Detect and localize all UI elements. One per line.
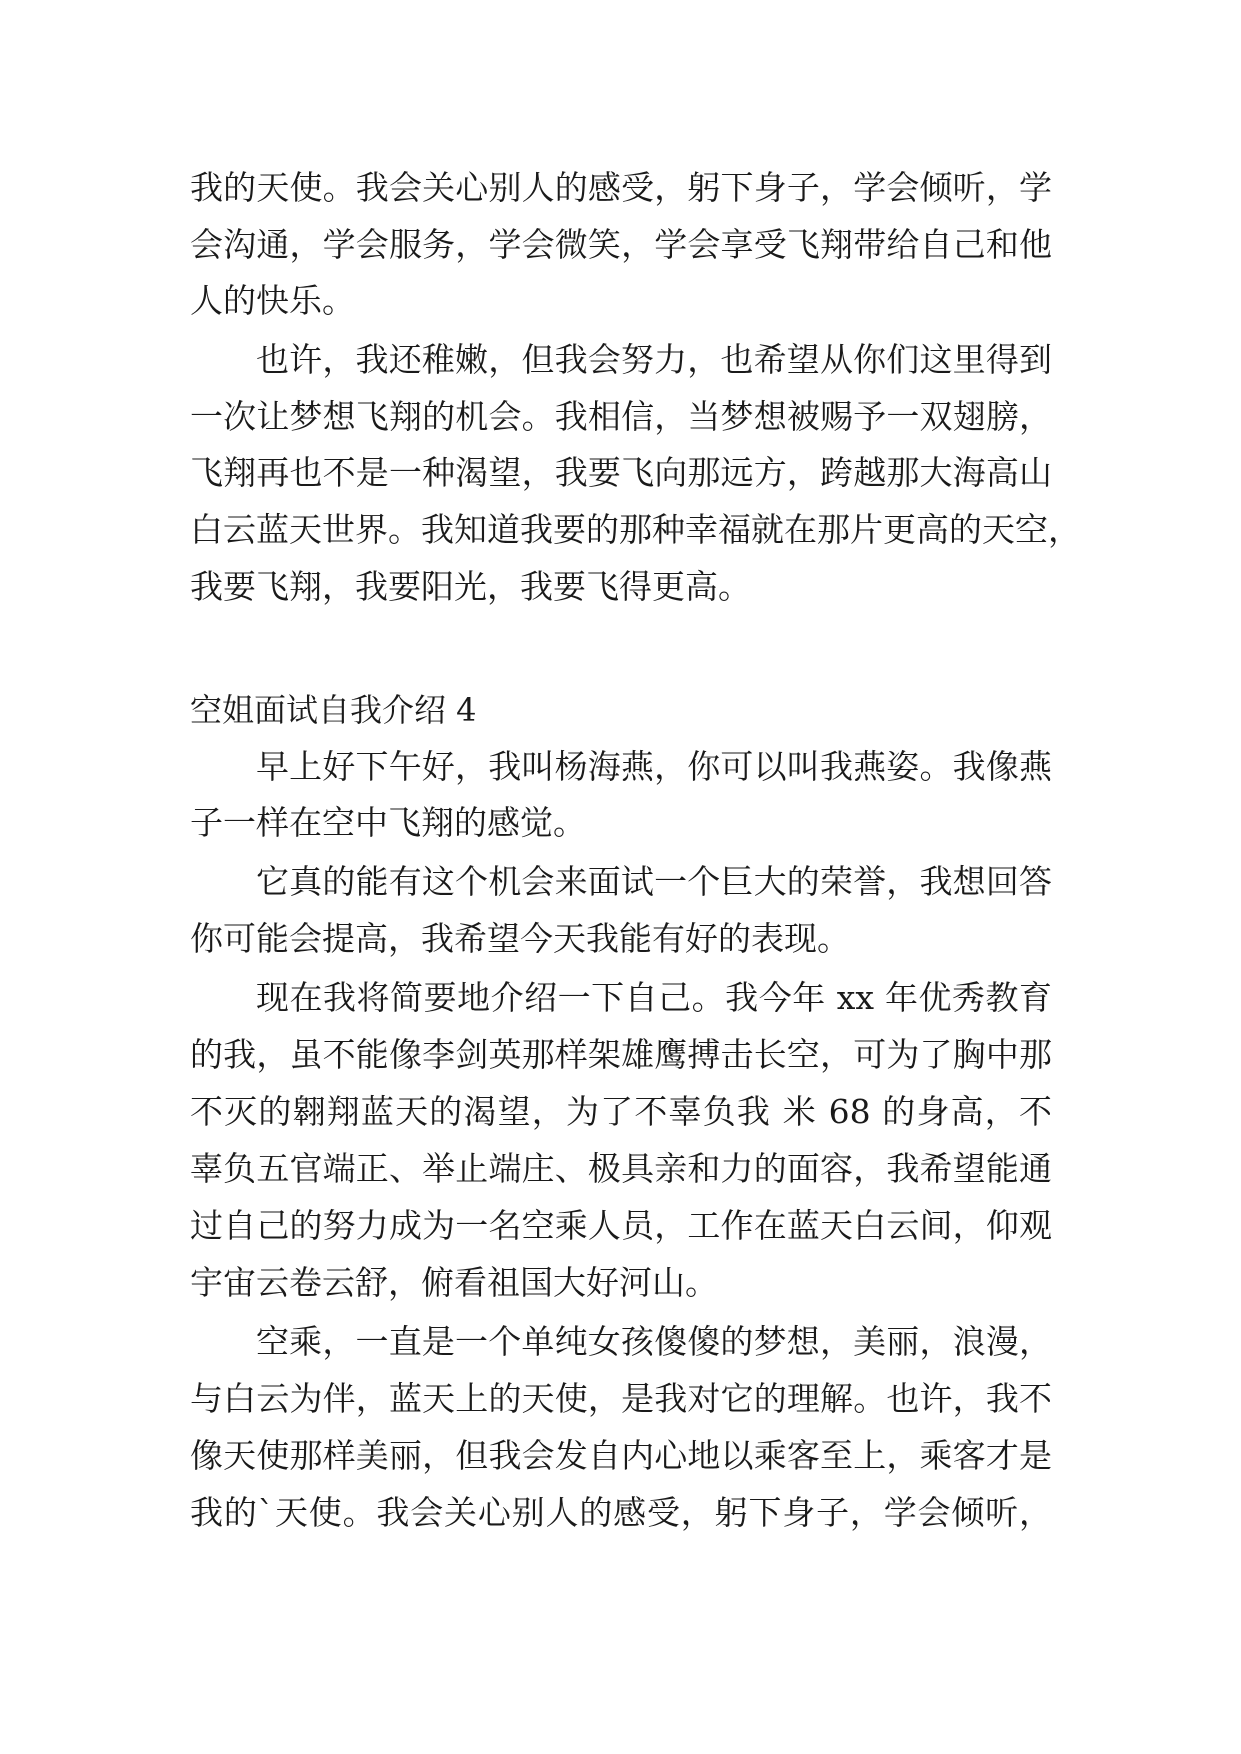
paragraph-line: 我的天使。我会关心别人的感受，躬下身子，学会倾听，学 <box>190 168 1052 207</box>
paragraph-line: 现在我将简要地介绍一下自己。我今年 xx 年优秀教育 <box>256 978 1052 1017</box>
paragraph-line: 的我，虽不能像李剑英那样架雄鹰搏击长空，可为了胸中那 <box>190 1035 1052 1074</box>
paragraph-line: 辜负五官端正、举止端庄、极具亲和力的面容，我希望能通 <box>190 1149 1052 1188</box>
paragraph-line: 早上好下午好，我叫杨海燕，你可以叫我燕姿。我像燕 <box>256 747 1052 786</box>
paragraph-line: 飞翔再也不是一种渴望，我要飞向那远方，跨越那大海高山 <box>190 453 1052 492</box>
paragraph-line: 过自己的努力成为一名空乘人员，工作在蓝天白云间，仰观 <box>190 1206 1052 1245</box>
paragraph-line: 你可能会提高，我希望今天我能有好的表现。 <box>190 919 850 958</box>
paragraph-line: 子一样在空中飞翔的感觉。 <box>190 803 586 842</box>
paragraph-line: 会沟通，学会服务，学会微笑，学会享受飞翔带给自己和他 <box>190 225 1052 264</box>
paragraph-line: 像天使那样美丽，但我会发自内心地以乘客至上，乘客才是 <box>190 1436 1052 1475</box>
paragraph-line: 白云蓝天世界。我知道我要的那种幸福就在那片更高的天空， <box>190 510 1081 549</box>
paragraph-line: 人的快乐。 <box>190 281 355 320</box>
paragraph-line: 宇宙云卷云舒，俯看祖国大好河山。 <box>190 1263 718 1302</box>
paragraph-line: 也许，我还稚嫩，但我会努力，也希望从你们这里得到 <box>256 340 1052 379</box>
paragraph-line: 一次让梦想飞翔的机会。我相信，当梦想被赐予一双翅膀， <box>190 397 1052 436</box>
paragraph-line: 不灭的翱翔蓝天的渴望，为了不辜负我 米 68 的身高，不 <box>190 1092 1052 1131</box>
paragraph-line: 我的`天使。我会关心别人的感受，躬下身子，学会倾听， <box>190 1493 1052 1532</box>
paragraph-line: 它真的能有这个机会来面试一个巨大的荣誉，我想回答 <box>256 862 1052 901</box>
paragraph-line: 我要飞翔，我要阳光，我要飞得更高。 <box>190 567 751 606</box>
paragraph-line: 空乘，一直是一个单纯女孩傻傻的梦想，美丽，浪漫， <box>256 1322 1052 1361</box>
paragraph-line: 与白云为伴，蓝天上的天使，是我对它的理解。也许，我不 <box>190 1379 1052 1418</box>
section-heading: 空姐面试自我介绍 4 <box>190 691 477 729</box>
